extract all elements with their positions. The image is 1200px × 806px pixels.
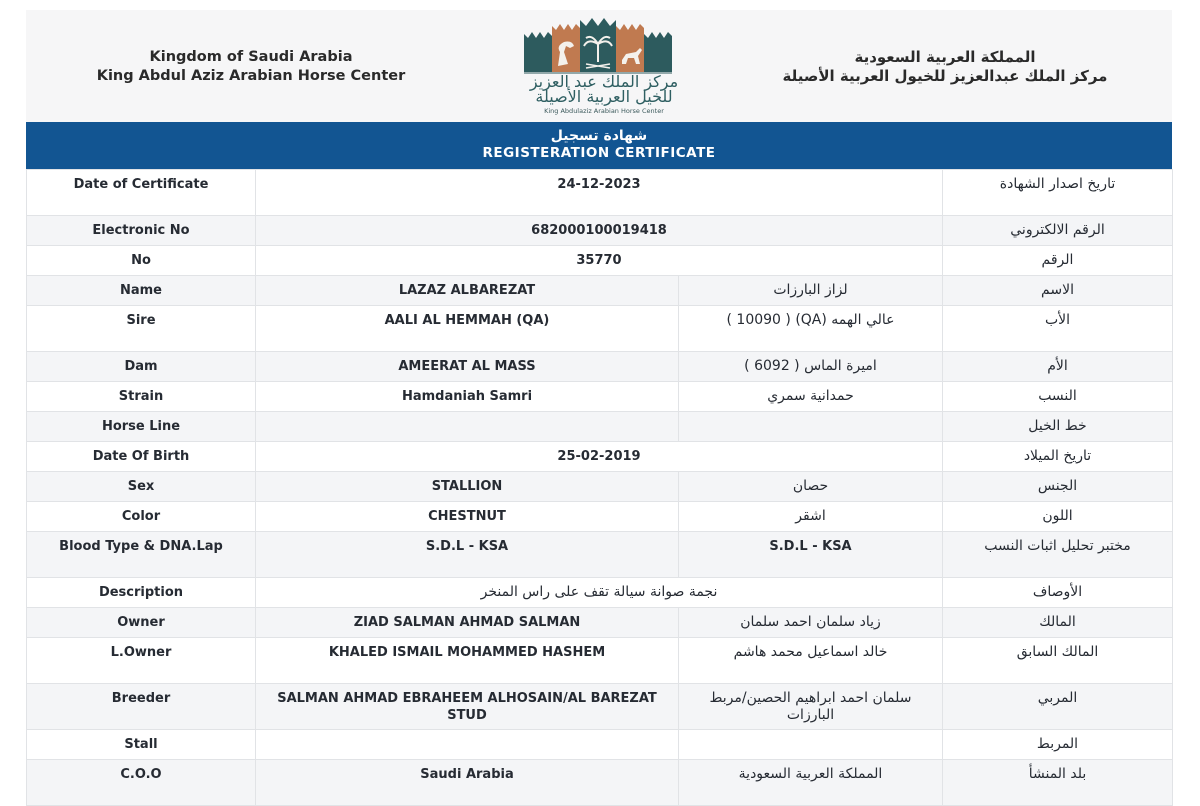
- row-label-en: Sex: [27, 472, 256, 502]
- row-value-ar: اشقر: [679, 502, 943, 532]
- row-label-ar: تاريخ الميلاد: [943, 442, 1173, 472]
- table-row: [27, 382, 1173, 412]
- row-label-en: Date of Certificate: [27, 170, 256, 216]
- center-logo: [494, 16, 714, 116]
- row-label-en: Stall: [27, 730, 256, 760]
- row-value: نجمة صوانة سيالة تقف على راس المنخر: [256, 578, 943, 608]
- row-value: 35770: [256, 246, 943, 276]
- certificate: [26, 10, 1172, 792]
- table-row: [27, 578, 1173, 608]
- row-value-ar: لزاز البارزات: [679, 276, 943, 306]
- logo-emblem-icon: [494, 16, 714, 74]
- row-value-en: [256, 412, 679, 442]
- row-value-ar: حمدانية سمري: [679, 382, 943, 412]
- table-row: [27, 684, 1173, 730]
- certificate-title-arabic: شهادة تسجيل: [550, 128, 648, 144]
- row-label-en: Date Of Birth: [27, 442, 256, 472]
- row-label-en: Name: [27, 276, 256, 306]
- logo-arabic-line1: مركز الملك عبد العزيز: [529, 72, 679, 91]
- row-label-ar: المالك: [943, 608, 1173, 638]
- row-value-en: STALLION: [256, 472, 679, 502]
- row-value-en: AMEERAT AL MASS: [256, 352, 679, 382]
- row-value-en: KHALED ISMAIL MOHAMMED HASHEM: [256, 638, 679, 684]
- header-english: [26, 48, 476, 86]
- row-value-en: CHESTNUT: [256, 502, 679, 532]
- row-label-ar: بلد المنشأ: [943, 760, 1173, 806]
- row-label-ar: الأوصاف: [943, 578, 1173, 608]
- table-row: [27, 412, 1173, 442]
- table-row: [27, 442, 1173, 472]
- header-english-line1: Kingdom of Saudi Arabia: [149, 49, 353, 65]
- row-value-en: LAZAZ ALBAREZAT: [256, 276, 679, 306]
- logo-arabic-text: [494, 74, 714, 104]
- logo-arabic-line2: للخيل العربية الأصيلة: [535, 87, 673, 106]
- header-arabic-line1: المملكة العربية السعودية: [854, 48, 1036, 66]
- certificate-table: [26, 169, 1173, 806]
- row-value-ar: عالي الهمه (QA) ( 10090 ): [679, 306, 943, 352]
- row-value-ar: المملكة العربية السعودية: [679, 760, 943, 806]
- row-label-en: Blood Type & DNA.Lap: [27, 532, 256, 578]
- row-label-en: Electronic No: [27, 216, 256, 246]
- row-label-ar: الاسم: [943, 276, 1173, 306]
- row-label-ar: تاريخ اصدار الشهادة: [943, 170, 1173, 216]
- row-label-ar: النسب: [943, 382, 1173, 412]
- table-row: [27, 730, 1173, 760]
- table-row: [27, 246, 1173, 276]
- row-value-ar: S.D.L - KSA: [679, 532, 943, 578]
- row-label-ar: الرقم: [943, 246, 1173, 276]
- row-value-en: S.D.L - KSA: [256, 532, 679, 578]
- row-label-ar: الرقم الالكتروني: [943, 216, 1173, 246]
- row-label-ar: المربط: [943, 730, 1173, 760]
- row-label-en: Owner: [27, 608, 256, 638]
- certificate-header: [26, 10, 1172, 120]
- row-label-en: L.Owner: [27, 638, 256, 684]
- row-label-ar: الأم: [943, 352, 1173, 382]
- row-label-en: Dam: [27, 352, 256, 382]
- table-row: [27, 502, 1173, 532]
- row-label-ar: المربي: [943, 684, 1173, 730]
- row-label-en: Horse Line: [27, 412, 256, 442]
- row-value-ar: خالد اسماعيل محمد هاشم: [679, 638, 943, 684]
- row-label-ar: مختبر تحليل اثبات النسب: [943, 532, 1173, 578]
- row-value-en: Saudi Arabia: [256, 760, 679, 806]
- table-row: [27, 216, 1173, 246]
- row-label-en: Description: [27, 578, 256, 608]
- table-row: [27, 276, 1173, 306]
- header-arabic: [730, 48, 1160, 86]
- row-value-ar: حصان: [679, 472, 943, 502]
- table-row: [27, 170, 1173, 216]
- table-row: [27, 306, 1173, 352]
- table-row: [27, 352, 1173, 382]
- row-label-en: Sire: [27, 306, 256, 352]
- table-row: [27, 472, 1173, 502]
- certificate-title-english: REGISTERATION CERTIFICATE: [482, 145, 716, 161]
- row-value-ar: [679, 730, 943, 760]
- row-value-ar: سلمان احمد ابراهيم الحصين/مربط البارزات: [679, 684, 943, 730]
- row-label-en: Breeder: [27, 684, 256, 730]
- row-value-en: ZIAD SALMAN AHMAD SALMAN: [256, 608, 679, 638]
- row-label-en: No: [27, 246, 256, 276]
- logo-english-text: King Abdulaziz Arabian Horse Center: [544, 107, 664, 115]
- row-value-ar: اميرة الماس ( 6092 ): [679, 352, 943, 382]
- table-row: [27, 608, 1173, 638]
- row-label-en: C.O.O: [27, 760, 256, 806]
- row-value: 682000100019418: [256, 216, 943, 246]
- row-value-en: SALMAN AHMAD EBRAHEEM ALHOSAIN/AL BAREZAT STUD: [256, 684, 679, 730]
- row-value-en: Hamdaniah Samri: [256, 382, 679, 412]
- row-value-en: [256, 730, 679, 760]
- certificate-title-banner: [26, 122, 1172, 169]
- table-row: [27, 638, 1173, 684]
- row-label-ar: المالك السابق: [943, 638, 1173, 684]
- row-value-en: AALI AL HEMMAH (QA): [256, 306, 679, 352]
- row-label-ar: اللون: [943, 502, 1173, 532]
- row-value: 25-02-2019: [256, 442, 943, 472]
- row-label-en: Strain: [27, 382, 256, 412]
- row-value-ar: زياد سلمان احمد سلمان: [679, 608, 943, 638]
- row-label-en: Color: [27, 502, 256, 532]
- header-english-line2: King Abdul Aziz Arabian Horse Center: [96, 68, 406, 84]
- table-row: [27, 532, 1173, 578]
- row-label-ar: الجنس: [943, 472, 1173, 502]
- row-label-ar: خط الخيل: [943, 412, 1173, 442]
- table-row: [27, 760, 1173, 806]
- row-label-ar: الأب: [943, 306, 1173, 352]
- header-arabic-line2: مركز الملك عبدالعزيز للخيول العربية الأصيلة: [782, 67, 1108, 85]
- row-value: 24-12-2023: [256, 170, 943, 216]
- row-value-ar: [679, 412, 943, 442]
